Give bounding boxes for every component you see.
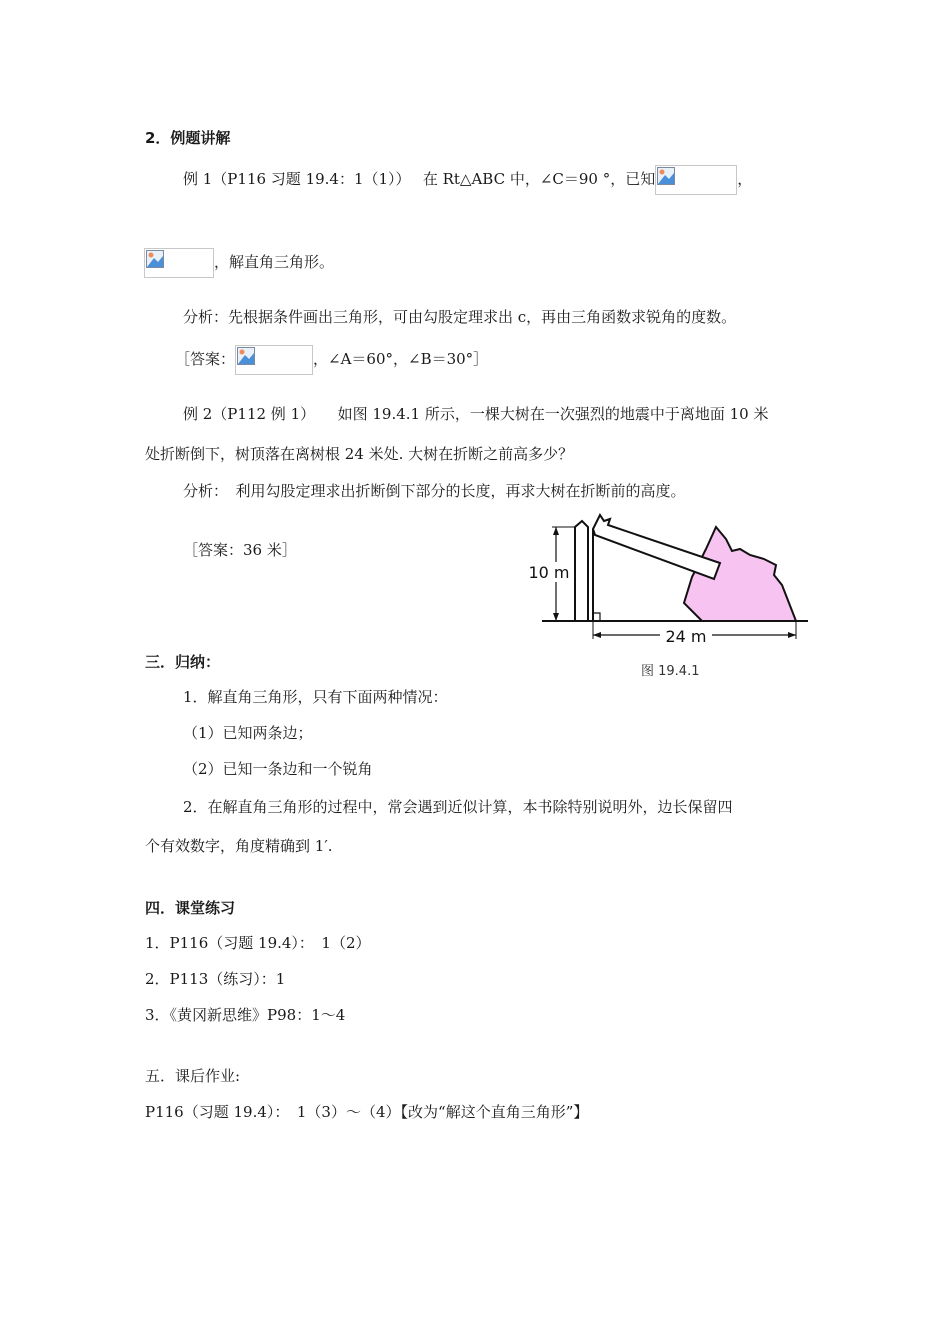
example-1-analysis: 分析：先根据条件画出三角形，可由勾股定理求出 c，再由三角函数求锐角的度数。 [183,308,737,326]
base-arrow-right [788,632,796,638]
practice-item-3: 3．《黄冈新思维》P98：1～4 [145,1006,346,1024]
example-2-analysis: 分析： 利用勾股定理求出折断倒下部分的长度，再求大树在折断前的高度。 [183,482,686,500]
example-1-answer [175,345,488,375]
summary-case-2: （2）已知一条边和一个锐角 [183,760,373,778]
practice-item-2: 2．P113（练习）：1 [145,970,286,988]
summary-case-1: （1）已知两条边； [183,724,313,742]
solve-right-triangle-text: ，解直角三角形。 [214,253,335,271]
summary-point-1: 1．解直角三角形，只有下面两种情况： [183,688,448,706]
section-2-heading: 2．例题讲解 [145,129,231,147]
section-3-heading: 三．归纳： [145,653,221,671]
figure-caption: 图 19.4.1 [641,664,700,679]
practice-item-1: 1．P116（习题 19.4）： 1（2） [145,934,371,952]
fallen-trunk [593,515,720,579]
height-label: 10 m [528,563,570,582]
image-icon [146,250,164,268]
comma: ， [737,170,753,188]
figure-broken-tree [520,505,810,655]
answer-angles: ，∠A＝60°，∠B＝30°］ [313,350,489,368]
height-arrow-bottom [553,613,559,621]
formula-image-placeholder [144,248,214,278]
example-2-text: 例 2（P112 例 1） 如图 19.4.1 所示，一棵大树在一次强烈的地震中于离地面 10 米 [183,405,769,423]
example-1-statement: 例 1（P116 习题 19.4：1（1）） 在 Rt△ABC 中，∠C＝90 °，已知 [183,170,656,188]
example-2-answer: ［答案：36 米］ [183,541,297,559]
image-icon [657,167,675,185]
right-angle-marker [593,613,600,621]
formula-image-placeholder [655,165,737,195]
example-1-text [183,165,752,195]
image-icon [237,347,255,365]
section-4-heading: 四．课堂练习 [145,899,236,917]
example-1-continued [144,248,334,278]
base-arrow-left [593,632,601,638]
base-label: 24 m [665,627,707,646]
example-2-text-continued: 处折断倒下，树顶落在离树根 24 米处. 大树在折断之前高多少？ [145,445,574,463]
answer-label: ［答案： [175,350,236,368]
standing-trunk [575,521,588,621]
summary-point-2-continued: 个有效数字，角度精确到 1′. [145,837,333,855]
homework-item: P116（习题 19.4）： 1（3）～（4）【改为“解这个直角三角形”】 [145,1103,589,1121]
formula-image-placeholder [235,345,313,375]
height-arrow-top [553,527,559,535]
section-5-heading: 五．课后作业: [145,1067,241,1085]
summary-point-2: 2．在解直角三角形的过程中，常会遇到近似计算，本书除特别说明外，边长保留四 [183,798,733,816]
